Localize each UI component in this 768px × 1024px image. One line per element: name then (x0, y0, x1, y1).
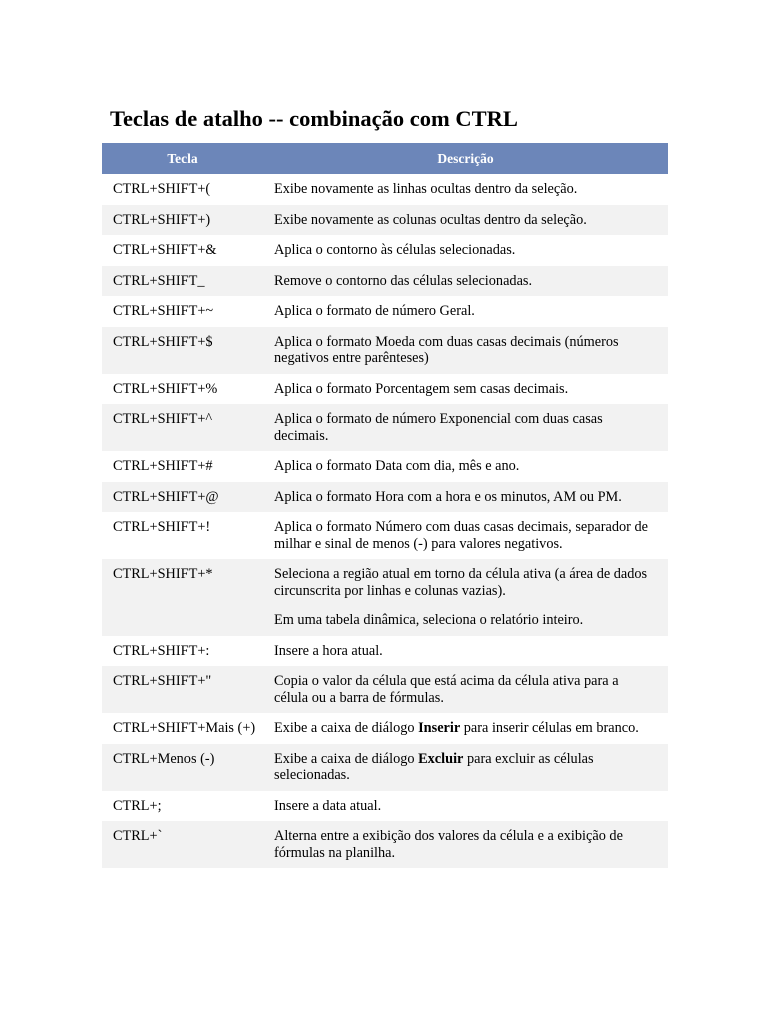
shortcut-description (263, 482, 668, 513)
table-row (102, 713, 668, 744)
shortcut-description (263, 636, 668, 667)
description-text: Aplica o formato Hora com a hora e os minutos, AM ou PM. (274, 488, 622, 505)
description-text: Remove o contorno das células selecionadas. (274, 272, 533, 289)
shortcut-key: CTRL+` (102, 821, 263, 868)
description-text (274, 720, 654, 737)
dialog-name-excluir: Excluir (418, 750, 464, 767)
table-row (102, 205, 668, 236)
shortcut-description (263, 713, 668, 744)
shortcut-key: CTRL+SHIFT+^ (102, 404, 263, 451)
table-row (102, 327, 668, 374)
description-text-post: para excluir as células selecionadas. (274, 750, 594, 783)
shortcut-key: CTRL+Menos (-) (102, 744, 263, 791)
table-row (102, 512, 668, 559)
table-row (102, 821, 668, 868)
table-row (102, 791, 668, 822)
description-text: Insere a data atual. (274, 797, 382, 814)
header-key: Tecla (102, 143, 263, 174)
shortcut-key: CTRL+SHIFT+Mais (+) (113, 720, 256, 736)
header-description: Descrição (263, 143, 668, 174)
description-text: Aplica o formato Data com dia, mês e ano. (274, 458, 520, 474)
description-text: Aplica o formato Moeda com duas casas decimais (números negativos entre parênteses) (274, 333, 619, 366)
description-text: Insere a hora atual. (274, 642, 383, 659)
shortcut-key: CTRL+SHIFT+! (113, 519, 211, 535)
description-text: Exibe novamente as linhas ocultas dentro da seleção. (274, 181, 578, 197)
shortcut-description (263, 327, 668, 374)
description-text (274, 751, 654, 784)
description-text-pre: Exibe a caixa de diálogo (274, 720, 419, 736)
description-text-post: para inserir células em branco. (460, 720, 639, 736)
shortcut-key: CTRL+SHIFT_ (102, 266, 263, 297)
description-text: Aplica o formato de número Exponencial com duas casas decimais. (274, 411, 603, 444)
description-text: Alterna entre a exibição dos valores da célula e a exibição de fórmulas na planilha. (274, 828, 623, 861)
shortcut-description (263, 174, 668, 205)
dialog-name-inserir: Inserir (418, 720, 461, 736)
table-row (102, 266, 668, 297)
table-row (102, 296, 668, 327)
description-text: Exibe novamente as colunas ocultas dentro da seleção. (274, 211, 587, 228)
table-row (102, 235, 668, 266)
shortcut-key: CTRL+SHIFT+~ (113, 303, 214, 319)
description-text-secondary: Em uma tabela dinâmica, seleciona o relatório inteiro. (274, 612, 584, 628)
shortcut-description (263, 266, 668, 297)
shortcut-key: CTRL+; (113, 797, 162, 814)
shortcut-description (263, 451, 668, 482)
shortcut-description (263, 296, 668, 327)
table-header-row (102, 143, 668, 174)
shortcut-description (263, 821, 668, 868)
shortcut-table (102, 143, 668, 868)
table-row (102, 451, 668, 482)
shortcut-key: CTRL+SHIFT+% (113, 380, 218, 397)
description-text-pre: Exibe a caixa de diálogo (274, 750, 419, 767)
shortcut-description (263, 404, 668, 451)
table-row (102, 482, 668, 513)
table-row (102, 666, 668, 713)
table-row (102, 174, 668, 205)
page-title: Teclas de atalho -- combinação com CTRL (110, 106, 518, 131)
table-row (102, 404, 668, 451)
shortcut-key: CTRL+SHIFT+@ (102, 482, 263, 513)
shortcut-key: CTRL+SHIFT+( (113, 181, 211, 197)
description-text: Aplica o contorno às células selecionadas. (274, 242, 516, 258)
description-text: Copia o valor da célula que está acima da célula ativa para a célula ou a barra de fórmulas. (274, 673, 619, 706)
table-row (102, 744, 668, 791)
shortcut-key: CTRL+SHIFT+) (102, 205, 263, 236)
shortcut-key: CTRL+SHIFT+& (113, 242, 217, 258)
shortcut-key: CTRL+SHIFT+" (102, 666, 263, 713)
table-row (102, 636, 668, 667)
shortcut-description (263, 235, 668, 266)
description-text: Seleciona a região atual em torno da célula ativa (a área de dados circunscrita por linhas e colunas vazias). (274, 566, 648, 599)
shortcut-description (263, 791, 668, 822)
shortcut-description (263, 666, 668, 713)
shortcut-key: CTRL+SHIFT+: (113, 642, 210, 659)
shortcut-description (263, 205, 668, 236)
description-text: Aplica o formato Porcentagem sem casas decimais. (274, 380, 569, 397)
shortcut-description (263, 512, 668, 559)
shortcut-description (263, 744, 668, 791)
table-row (102, 374, 668, 405)
shortcut-description (263, 559, 668, 636)
shortcut-key: CTRL+SHIFT+* (102, 559, 263, 636)
shortcut-key: CTRL+SHIFT+# (113, 458, 213, 474)
shortcut-description (263, 374, 668, 405)
shortcut-key: CTRL+SHIFT+$ (102, 327, 263, 374)
description-text: Aplica o formato de número Geral. (274, 303, 475, 319)
description-text: Aplica o formato Número com duas casas decimais, separador de milhar e sinal de menos (-) para valores negativos. (274, 519, 648, 552)
table-row (102, 559, 668, 636)
